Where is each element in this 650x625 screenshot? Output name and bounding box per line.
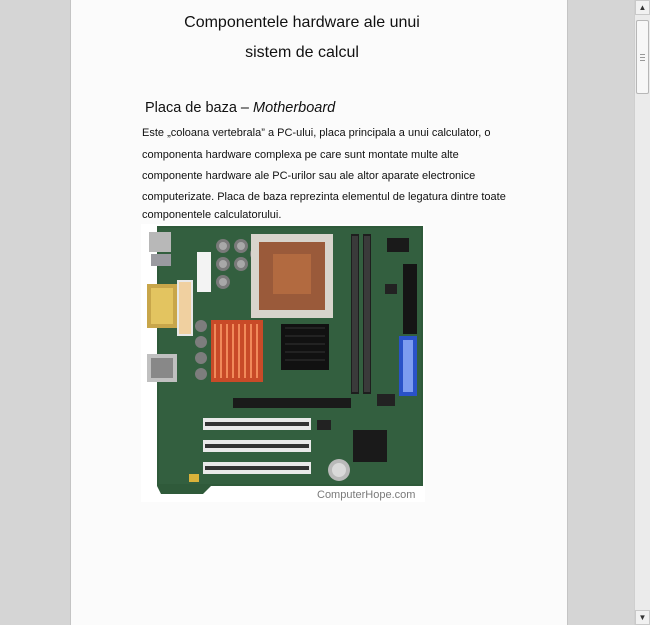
- heading-italic: Motherboard: [253, 100, 336, 116]
- section-heading: [145, 100, 335, 116]
- paragraph-line: computerizate. Placa de baza reprezinta elementul de legatura dintre toate: [142, 191, 506, 203]
- motherboard-illustration: [141, 224, 425, 502]
- motherboard-image[interactable]: [141, 224, 425, 502]
- document-title-line-2: sistem de calcul: [245, 44, 359, 61]
- thumb-grip: [640, 57, 645, 58]
- scroll-up-arrow-icon[interactable]: ▲: [635, 0, 650, 15]
- scrollbar-thumb[interactable]: [636, 20, 649, 94]
- image-watermark: ComputerHope.com: [317, 489, 416, 501]
- document-title-line-1: Componentele hardware ale unui: [184, 14, 420, 31]
- vertical-scrollbar[interactable]: [634, 0, 650, 625]
- paragraph-line: Este „coloana vertebrala” a PC-ului, placa principala a unui calculator, o: [142, 127, 491, 139]
- scroll-down-arrow-icon[interactable]: ▼: [635, 610, 650, 625]
- paragraph-line: componenta hardware complexa pe care sunt montate multe alte: [142, 149, 459, 161]
- thumb-grip: [640, 54, 645, 55]
- document-page: [70, 0, 568, 625]
- paragraph-line: componentele calculatorului.: [142, 209, 282, 221]
- paragraph-line: componente hardware ale PC-urilor sau ale altor aparate electronice: [142, 170, 476, 182]
- thumb-grip: [640, 60, 645, 61]
- heading-prefix: Placa de baza –: [145, 100, 254, 116]
